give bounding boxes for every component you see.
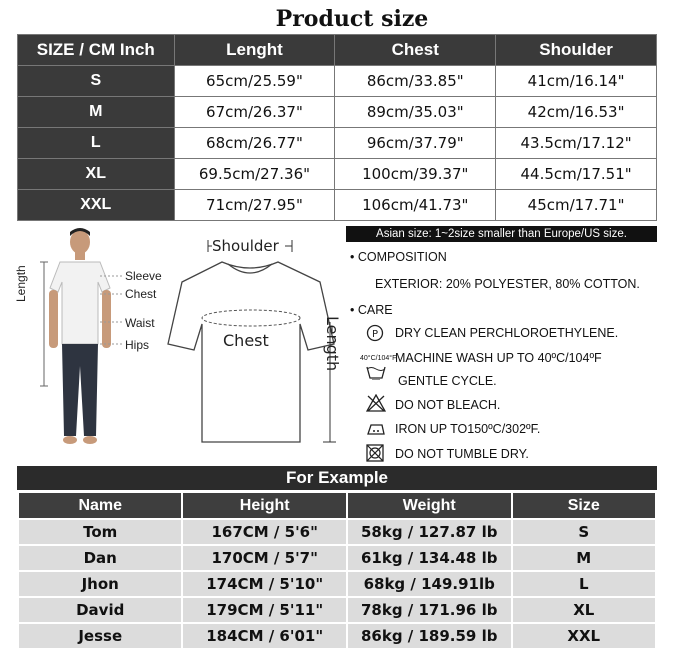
model-tshirt: [50, 262, 110, 344]
example-header-cell: Weight: [347, 492, 512, 519]
example-header-cell: Height: [182, 492, 346, 519]
no-tumble-text: DO NOT TUMBLE DRY.: [395, 447, 529, 461]
height-cell: 174CM / 5'10": [182, 571, 346, 597]
size-label: S: [18, 66, 175, 97]
size-table: [17, 34, 657, 221]
weight-cell: 86kg / 189.59 lb: [347, 623, 512, 649]
name-cell: David: [18, 597, 182, 623]
length-cell: 67cm/26.37": [174, 97, 335, 128]
composition-heading: • COMPOSITION: [350, 250, 447, 264]
shoulder-cell: 45cm/17.71": [496, 190, 657, 221]
head-shape: [70, 230, 90, 254]
size-header-cell: Lenght: [174, 35, 335, 66]
wash-temp-label: 40°C/104°F: [360, 355, 397, 362]
table-row: [18, 128, 657, 159]
length-label: Length: [14, 265, 28, 302]
length-cell: 65cm/25.59": [174, 66, 335, 97]
shoulder-label: Shoulder: [212, 237, 279, 255]
example-header-cell: Size: [512, 492, 657, 519]
chest-cell: 106cm/41.73": [335, 190, 496, 221]
chest-label: Chest: [125, 287, 157, 301]
iron-icon: [366, 422, 386, 436]
shoulder-cell: 42cm/16.53": [496, 97, 657, 128]
model-jeans: [62, 344, 98, 436]
care-heading-text: CARE: [357, 303, 393, 317]
table-row: [18, 519, 656, 545]
chest-cell: 96cm/37.79": [335, 128, 496, 159]
no-bleach-icon: [366, 394, 386, 412]
length-cell: 68cm/26.77": [174, 128, 335, 159]
length-cell: 69.5cm/27.36": [174, 159, 335, 190]
weight-cell: 61kg / 134.48 lb: [347, 545, 512, 571]
example-header: [18, 492, 656, 519]
no-bleach-text: DO NOT BLEACH.: [395, 398, 501, 412]
body-model-diagram: [22, 226, 172, 466]
shirt-chest-label: Chest: [223, 331, 269, 350]
name-cell: Jhon: [18, 571, 182, 597]
shoulder-cell: 41cm/16.14": [496, 66, 657, 97]
example-header-cell: Name: [18, 492, 182, 519]
dry-clean-text: DRY CLEAN PERCHLOROETHYLENE.: [395, 326, 619, 340]
example-title: For Example: [17, 466, 657, 490]
weight-cell: 78kg / 171.96 lb: [347, 597, 512, 623]
size-label: XXL: [18, 190, 175, 221]
size-cell: S: [512, 519, 657, 545]
size-label: L: [18, 128, 175, 159]
weight-cell: 58kg / 127.87 lb: [347, 519, 512, 545]
waist-label: Waist: [125, 316, 155, 330]
chest-cell: 86cm/33.85": [335, 66, 496, 97]
svg-text:P: P: [371, 329, 379, 340]
name-cell: Dan: [18, 545, 182, 571]
iron-text: IRON UP TO150ºC/302ºF.: [395, 422, 541, 436]
size-label: M: [18, 97, 175, 128]
chest-cell: 100cm/39.37": [335, 159, 496, 190]
size-cell: L: [512, 571, 657, 597]
sleeve-label: Sleeve: [125, 269, 162, 283]
size-table-header: [18, 35, 657, 66]
shoulder-cell: 44.5cm/17.51": [496, 159, 657, 190]
table-row: [18, 623, 656, 649]
no-tumble-dry-icon: [366, 444, 384, 462]
name-cell: Jesse: [18, 623, 182, 649]
size-header-cell: SIZE / CM Inch: [18, 35, 175, 66]
page-title: Product size: [275, 6, 429, 32]
table-row: [18, 66, 657, 97]
height-cell: 170CM / 5'7": [182, 545, 346, 571]
size-cell: M: [512, 545, 657, 571]
asian-size-note: Asian size: 1~2size smaller than Europe/US size.: [346, 226, 657, 242]
weight-cell: 68kg / 149.91lb: [347, 571, 512, 597]
table-row: [18, 190, 657, 221]
shirt-length-label: Length: [323, 316, 342, 372]
height-cell: 184CM / 6'01": [182, 623, 346, 649]
dry-clean-p-icon: [366, 324, 384, 342]
example-table: [17, 491, 657, 650]
tshirt-outline: [168, 262, 334, 442]
care-heading: • CARE: [350, 303, 393, 317]
size-cell: XL: [512, 597, 657, 623]
height-cell: 167CM / 5'6": [182, 519, 346, 545]
size-label: XL: [18, 159, 175, 190]
length-cell: 71cm/27.95": [174, 190, 335, 221]
table-row: [18, 571, 656, 597]
table-row: [18, 545, 656, 571]
size-header-cell: Chest: [335, 35, 496, 66]
table-row: [18, 97, 657, 128]
chest-cell: 89cm/35.03": [335, 97, 496, 128]
shoulder-cell: 43.5cm/17.12": [496, 128, 657, 159]
composition-text: EXTERIOR: 20% POLYESTER, 80% COTTON.: [375, 277, 640, 291]
gentle-cycle-text: GENTLE CYCLE.: [398, 374, 497, 388]
size-cell: XXL: [512, 623, 657, 649]
hips-label: Hips: [125, 338, 150, 352]
name-cell: Tom: [18, 519, 182, 545]
table-row: [18, 159, 657, 190]
wash-tub-icon: [366, 364, 386, 380]
size-header-cell: Shoulder: [496, 35, 657, 66]
height-cell: 179CM / 5'11": [182, 597, 346, 623]
composition-heading-text: COMPOSITION: [357, 250, 447, 264]
machine-wash-text: MACHINE WASH UP TO 40ºC/104ºF: [395, 351, 602, 365]
table-row: [18, 597, 656, 623]
